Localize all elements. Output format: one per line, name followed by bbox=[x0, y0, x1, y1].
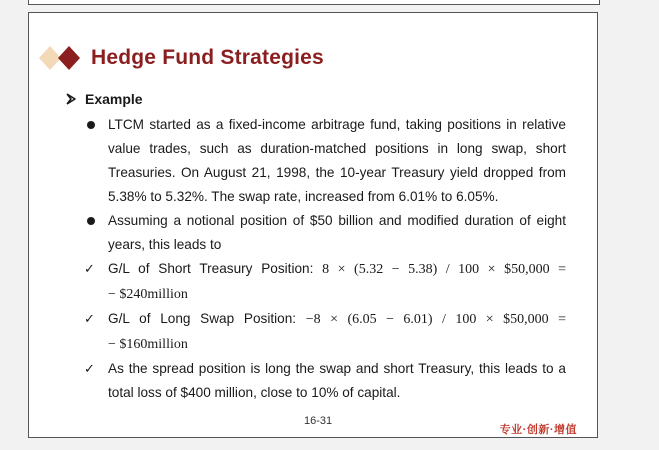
calc-result-line bbox=[108, 332, 566, 357]
bullet-item bbox=[84, 113, 566, 209]
page-number: 16-31 bbox=[304, 415, 333, 427]
slogan: 专业·创新·增值 bbox=[499, 424, 577, 436]
calc-formula: −8 × (6.05 − 6.01) / 100 × $50,000 = bbox=[305, 312, 566, 327]
calc-label: G/L of Short Treasury Position: bbox=[108, 261, 314, 276]
check-item bbox=[84, 257, 566, 307]
bullet-list bbox=[84, 113, 566, 405]
check-mark-icon: ✓ bbox=[84, 261, 95, 276]
calc-line bbox=[108, 257, 566, 282]
previous-slide-edge bbox=[28, 0, 600, 5]
diamond-logo-icon bbox=[39, 45, 81, 71]
calc-result: − $240million bbox=[108, 287, 188, 302]
bullet-text: LTCM started as a fixed-income arbitrage fund, taking positions in relative value trades, such as duration-matched positions in long swap, short Treasuries. On August 21, 1998, the 10-year Treasury yield dropped from 5.38% to 5.32%. The swap rate, increased from 6.01% to 6.05%. bbox=[108, 117, 566, 204]
bullet-item bbox=[84, 209, 566, 257]
bullet-text: As the spread position is long the swap and short Treasury, this leads to a total loss of $400 million, close to 10% of capital. bbox=[108, 361, 566, 400]
arrow-right-icon bbox=[65, 93, 77, 105]
bullet-text: Assuming a notional position of $50 billion and modified duration of eight years, this leads to bbox=[108, 213, 566, 252]
bullet-dot-icon bbox=[87, 217, 95, 225]
check-item bbox=[84, 357, 566, 405]
bullet-dot-icon bbox=[87, 121, 95, 129]
check-mark-icon: ✓ bbox=[84, 361, 95, 376]
calc-formula: 8 × (5.32 − 5.38) / 100 × $50,000 = bbox=[322, 262, 566, 277]
calc-label: G/L of Long Swap Position: bbox=[108, 311, 297, 326]
subhead-label: Example bbox=[85, 91, 143, 107]
slide bbox=[28, 12, 598, 438]
calc-result: − $160million bbox=[108, 337, 188, 352]
check-mark-icon: ✓ bbox=[84, 311, 95, 326]
calc-result-line bbox=[108, 282, 566, 307]
check-item bbox=[84, 307, 566, 357]
subhead bbox=[65, 91, 143, 107]
slide-title: Hedge Fund Strategies bbox=[91, 46, 324, 69]
calc-line bbox=[108, 307, 566, 332]
